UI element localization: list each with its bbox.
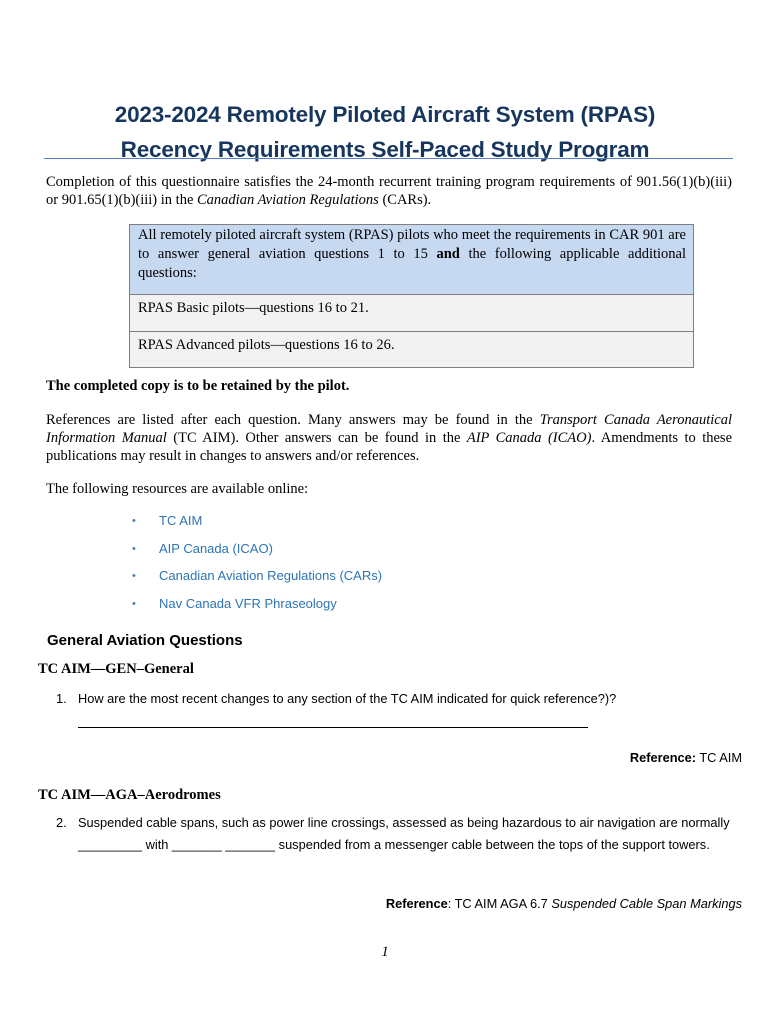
bullet-icon: • [132, 515, 136, 527]
aip-canada-link[interactable]: AIP Canada (ICAO) [159, 540, 273, 556]
title-underline [44, 158, 733, 159]
cars-link[interactable]: Canadian Aviation Regulations (CARs) [159, 568, 383, 583]
page-title-line-2: Recency Requirements Self-Paced Study Program [120, 137, 650, 162]
requirements-row-general: All remotely piloted aircraft system (RPAS) pilots who meet the requirements in CAR 901 are to answer general aviation questions 1 to 15 and the following applicable additional questions: [130, 225, 693, 295]
reference-2: Reference: TC AIM AGA 6.7 Suspended Cable Span Markings [385, 896, 742, 911]
list-item [132, 567, 382, 595]
list-item [132, 512, 382, 540]
question-number: 1. [56, 691, 67, 706]
bullet-icon: • [132, 542, 136, 555]
bullet-icon: • [132, 597, 136, 610]
page-number: 1 [381, 944, 389, 960]
requirements-row-basic: RPAS Basic pilots—questions 16 to 21. [130, 295, 693, 332]
pilot-requirements-box [129, 224, 694, 368]
subsection-heading-gen: TC AIM—GEN–General [38, 661, 194, 677]
resources-intro: The following resources are available online: [46, 481, 309, 497]
references-paragraph: References are listed after each question. Many answers may be found in the Transport Canada Aeronautical Information Manual (TC AIM). Other answers can be found in the AIP Canada (ICAO). Amendments to these publications may result in changes to answers and/or references. [46, 412, 733, 464]
retained-note: The completed copy is to be retained by the pilot. [46, 378, 350, 394]
vfr-phraseology-link[interactable]: Nav Canada VFR Phraseology [159, 595, 337, 611]
reference-1: Reference: TC AIM [629, 750, 742, 765]
intro-paragraph: Completion of this questionnaire satisfies the 24-month recurrent training program requirements of 901.56(1)(b)(iii) or 901.65(1)(b)(iii) in the Canadian Aviation Regulations (CARs). [46, 174, 732, 208]
subsection-heading-aga: TC AIM—AGA–Aerodromes [38, 787, 221, 803]
section-title: General Aviation Questions [47, 632, 243, 649]
list-item [132, 540, 382, 568]
page-title-line-1: 2023-2024 Remotely Piloted Aircraft System (RPAS) [114, 102, 656, 127]
resource-links-list [132, 512, 382, 622]
bullet-icon: • [132, 570, 136, 582]
question-text: Suspended cable spans, such as power line crossings, assessed as being hazardous to air navigation are normally _________ with _______ _______ suspended from a messenger cable between the tops of the support towers. [78, 815, 730, 852]
requirements-row-advanced: RPAS Advanced pilots—questions 16 to 26. [130, 332, 693, 367]
question-text: How are the most recent changes to any section of the TC AIM indicated for quick reference?)? [78, 691, 617, 706]
list-item [132, 595, 382, 623]
tc-aim-link[interactable]: TC AIM [159, 513, 203, 528]
question-number: 2. [56, 815, 67, 830]
answer-line[interactable] [78, 727, 588, 728]
